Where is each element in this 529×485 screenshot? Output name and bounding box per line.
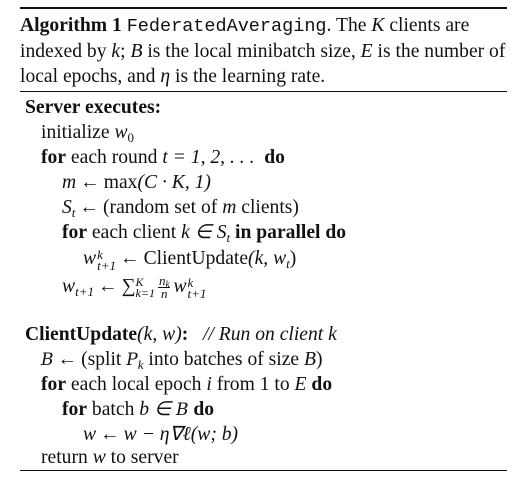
w-var: w — [83, 424, 97, 445]
assign-arrow: ← — [97, 276, 118, 297]
client-update-header — [25, 323, 337, 347]
assign-arrow: ← — [119, 248, 140, 269]
gradient-step-line — [83, 423, 238, 447]
server-header — [25, 96, 161, 120]
max-fn: max — [103, 172, 138, 193]
sum-symbol: ∑ — [121, 276, 136, 297]
caption-text: ; — [120, 41, 131, 62]
caption-text: is the local minibatch size, — [142, 41, 361, 62]
header-colon: : — [181, 324, 189, 345]
m-line — [62, 171, 211, 195]
do-keyword: do — [311, 374, 333, 395]
caption-var-eta: η — [160, 66, 171, 87]
caption-text: is the number of local epochs, and — [20, 41, 506, 87]
return-text-end: to server — [105, 447, 179, 468]
batch-text: batch — [87, 399, 140, 420]
algorithm-caption — [20, 13, 509, 89]
frac-num-sub: k — [165, 279, 170, 289]
call-close: ) — [289, 248, 297, 269]
init-sub: 0 — [127, 130, 135, 145]
do-keyword: do — [264, 147, 285, 168]
st-text: (random set of — [103, 197, 223, 218]
w-sub: t+1 — [187, 285, 207, 301]
split-text-mid: into batches of size — [143, 349, 305, 370]
client-loop-sub: t — [226, 230, 231, 245]
caption-rule — [20, 91, 507, 92]
call-args: (k, w — [248, 248, 287, 269]
w-sub: t+1 — [75, 284, 94, 299]
algorithm-label: Algorithm 1 — [20, 15, 122, 36]
st-var: m — [222, 197, 237, 218]
w-sub: t+1 — [97, 257, 116, 273]
epoch-var: i — [206, 374, 212, 395]
caption-text: clients are indexed by — [20, 15, 470, 62]
batch-expr: b ∈ — [139, 399, 176, 420]
s-sub: t — [71, 205, 76, 220]
st-text-end: clients) — [236, 197, 299, 218]
server-header-text: Server executes: — [25, 97, 162, 118]
for-keyword: for — [41, 374, 67, 395]
init-line — [41, 121, 134, 145]
partition-sub: k — [137, 357, 144, 372]
gradient-expr: w − η∇ℓ(w; b) — [123, 424, 239, 445]
caption-var-E: E — [360, 41, 373, 62]
assign-arrow: ← — [57, 349, 78, 370]
batch-loop-line — [62, 398, 214, 422]
init-var: w — [114, 122, 128, 143]
client-update-args: (k, w) — [137, 324, 182, 345]
w-var: w — [173, 276, 187, 297]
weight-fraction — [158, 275, 171, 300]
caption-var-K: K — [371, 15, 385, 36]
client-update-name: ClientUpdate — [25, 324, 138, 345]
sum-lower: k=1 — [135, 285, 155, 300]
top-rule — [20, 7, 507, 9]
epoch-text: each local epoch — [66, 374, 207, 395]
caption-text: is the learning rate. — [170, 66, 326, 87]
parallel-keyword: in parallel do — [235, 222, 347, 243]
client-loop-line — [62, 221, 346, 245]
epoch-count-var: E — [294, 374, 307, 395]
caption-text: . The — [326, 15, 372, 36]
frac-den: n — [160, 286, 168, 301]
epoch-loop-line — [41, 373, 332, 397]
init-text: initialize — [41, 122, 115, 143]
sum-limits — [135, 274, 155, 300]
batches-set: B — [175, 400, 189, 420]
w-sup: k — [97, 246, 103, 262]
w-var: w — [83, 248, 97, 269]
averaging-line — [62, 275, 206, 300]
w-supsub — [187, 274, 207, 301]
return-text: return — [41, 447, 93, 468]
call-args-sub: t — [286, 256, 290, 271]
round-loop-line — [41, 146, 285, 170]
epoch-range-text: from 1 to — [211, 374, 295, 395]
m-var: m — [62, 172, 77, 193]
assign-arrow: ← — [100, 424, 120, 445]
batches-set: B — [41, 350, 54, 370]
split-text: (split — [81, 349, 127, 370]
client-update-call-line — [83, 247, 296, 271]
run-comment: // Run on client k — [202, 324, 337, 345]
round-text: each round — [66, 147, 163, 168]
for-keyword: for — [41, 147, 67, 168]
caption-var-k: k — [111, 41, 121, 62]
max-args: (C · K, 1) — [137, 172, 211, 193]
client-loop-expr: k ∈ S — [181, 222, 227, 243]
for-keyword: for — [62, 222, 88, 243]
algorithm-name: FederatedAveraging — [126, 16, 327, 37]
assign-arrow: ← — [80, 172, 100, 193]
s-var: S — [62, 197, 72, 218]
sum-upper: K — [135, 274, 144, 289]
st-line — [62, 196, 299, 220]
frac-num-var: n — [158, 273, 166, 288]
assign-arrow: ← — [79, 197, 100, 218]
return-line — [41, 446, 179, 470]
batch-size-var: B — [304, 349, 316, 370]
split-line — [41, 348, 323, 372]
split-text-close: ) — [316, 349, 323, 370]
do-keyword: do — [193, 399, 215, 420]
partition-var: P — [126, 350, 138, 370]
client-loop-text: each client — [87, 222, 182, 243]
for-keyword: for — [62, 399, 88, 420]
bottom-rule — [20, 470, 507, 471]
w-var: w — [62, 276, 76, 297]
w-supsub — [97, 246, 116, 273]
client-update-fn: ClientUpdate — [143, 248, 249, 269]
caption-var-B: B — [130, 41, 143, 62]
round-expr: t = 1, 2, . . . — [162, 147, 255, 168]
return-var: w — [92, 447, 106, 468]
w-sup: k — [187, 274, 194, 290]
